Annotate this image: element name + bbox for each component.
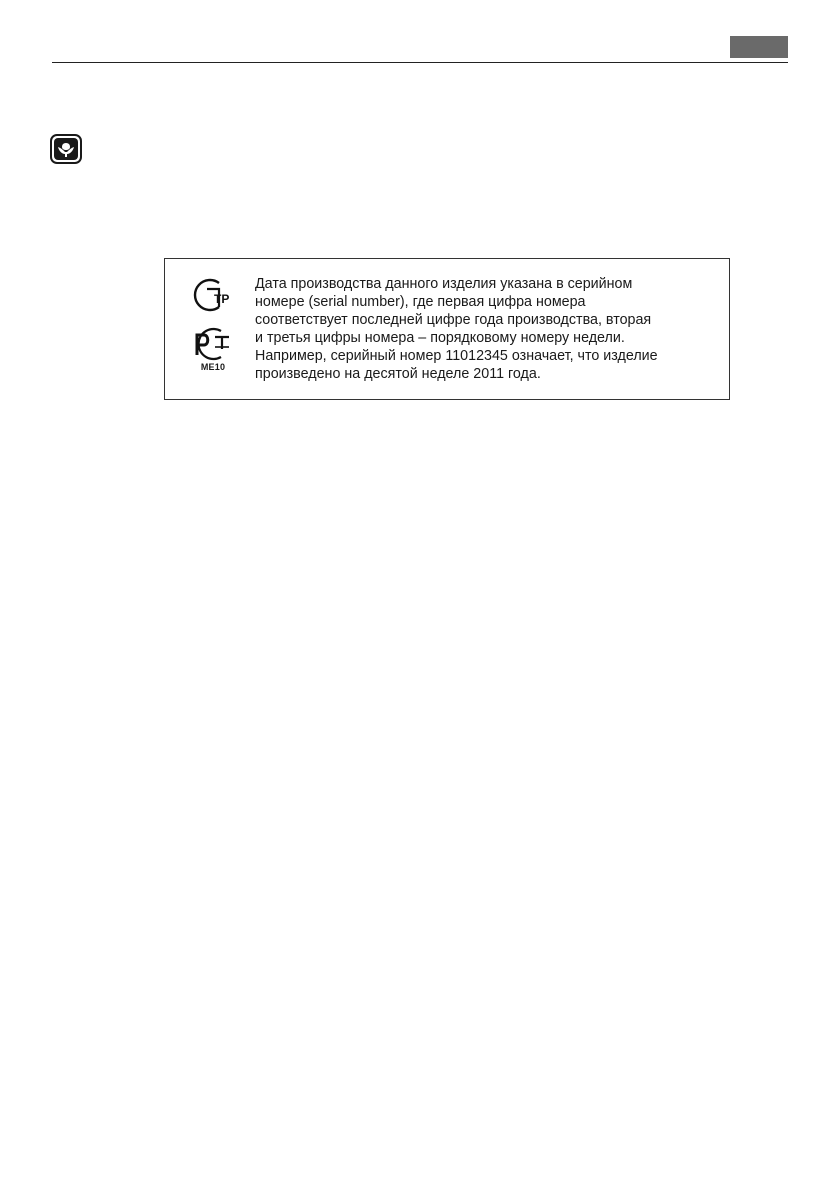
eac-conformity-mark-icon — [185, 277, 239, 313]
notice-line: соответствует последней цифре года производства, вторая — [255, 312, 652, 328]
notice-line: Дата производства данного изделия указана в серийном — [255, 276, 633, 292]
header-rule — [52, 62, 788, 63]
notice-line: и третья цифры номера – порядковому номеру недели. — [255, 330, 625, 346]
svg-text:ТР: ТР — [214, 292, 230, 306]
notice-line: номере (serial number), где первая цифра номера — [255, 294, 586, 310]
pct-certification-mark-icon — [185, 325, 239, 363]
certification-code: ME10 — [200, 362, 226, 372]
environment-protection-icon — [50, 134, 82, 164]
certification-marks — [183, 273, 243, 393]
notice-line: произведено на десятой неделе 2011 года. — [255, 366, 541, 382]
manufacture-date-notice — [164, 258, 730, 400]
header-section-tab — [730, 36, 788, 58]
notice-line: Например, серийный номер 11012345 означает, что изделие — [255, 348, 658, 364]
notice-text — [255, 275, 725, 383]
